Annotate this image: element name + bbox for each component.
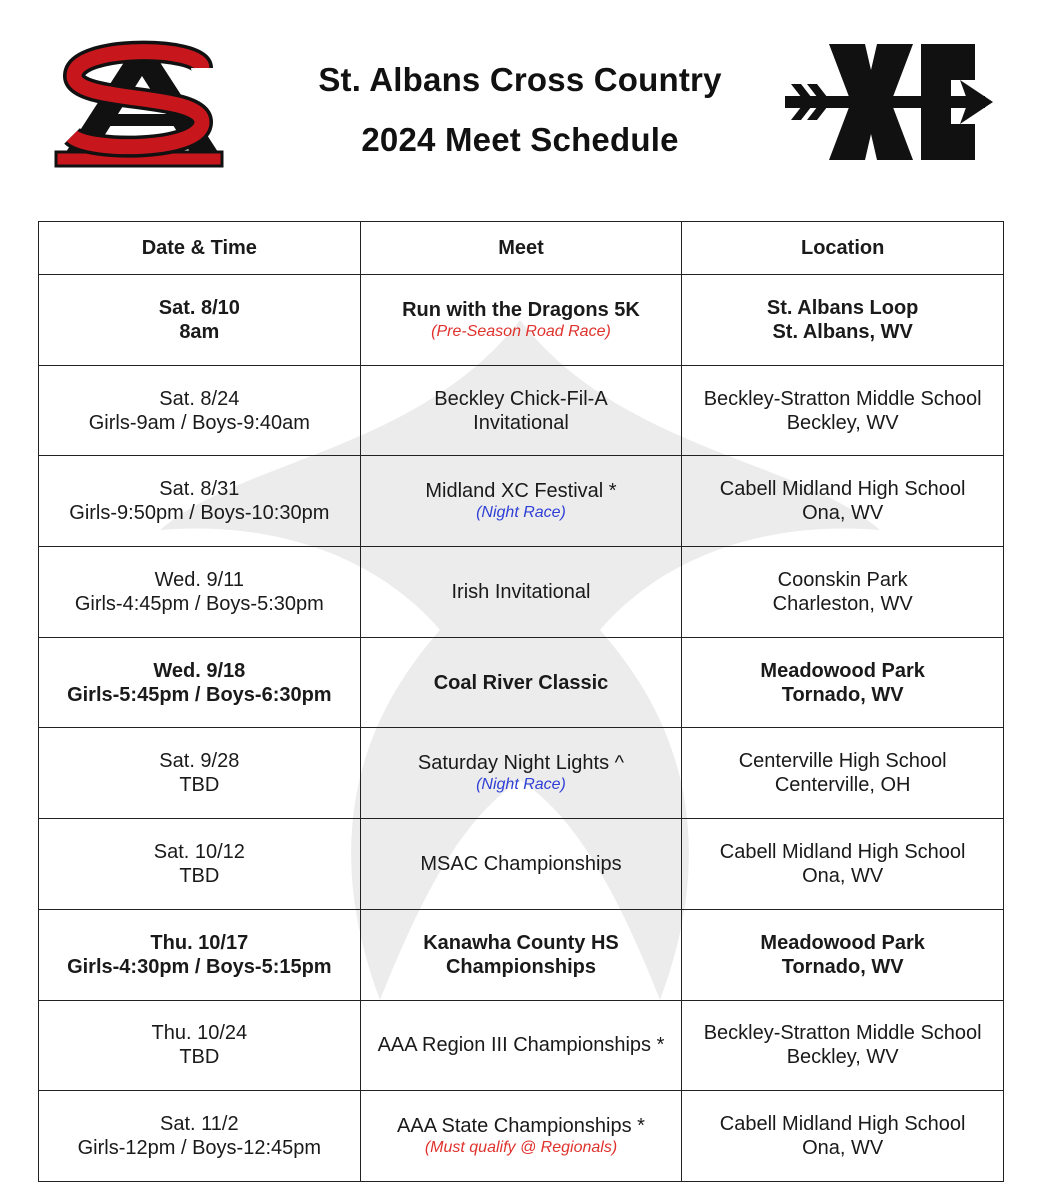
page-title: St. Albans Cross Country (318, 61, 722, 98)
location-city: Centerville, OH (774, 774, 911, 797)
table-header-row (39, 222, 1004, 275)
meet-cell (360, 547, 682, 638)
meet-note: (Pre-Season Road Race) (431, 322, 611, 340)
table-row (39, 909, 1004, 1000)
table-row (39, 365, 1004, 456)
location-city: Ona, WV (802, 502, 884, 525)
location-city: Beckley, WV (786, 411, 899, 434)
meet-cell (360, 637, 682, 728)
meet-date: Sat. 8/10 (158, 296, 240, 319)
meet-note: (Must qualify @ Regionals) (424, 1139, 618, 1157)
location-venue: Centerville High School (738, 750, 947, 773)
meet-schedule-table (38, 221, 1004, 1182)
meet-name: Midland XC Festival * (425, 480, 617, 503)
location-venue: Coonskin Park (777, 568, 908, 591)
meet-time: 8am (179, 320, 220, 343)
page-header (0, 0, 1042, 200)
meet-cell (360, 365, 682, 456)
date-time-cell (39, 365, 361, 456)
table-row (39, 1000, 1004, 1091)
table-row (39, 456, 1004, 547)
meet-name: Saturday Night Lights ^ (417, 752, 625, 775)
date-time-cell (39, 456, 361, 547)
xc-arrow-logo (785, 40, 995, 165)
location-cell (682, 637, 1004, 728)
meet-time: Girls-5:45pm / Boys-6:30pm (67, 683, 332, 706)
meet-date: Wed. 9/11 (154, 568, 244, 591)
location-venue: Beckley-Stratton Middle School (703, 387, 982, 410)
meet-time: Girls-12pm / Boys-12:45pm (77, 1137, 322, 1160)
meet-name-line2: Championships (445, 955, 596, 978)
location-cell (682, 275, 1004, 366)
table-row (39, 547, 1004, 638)
meet-time: Girls-9:50pm / Boys-10:30pm (69, 502, 330, 525)
meet-cell (360, 1000, 682, 1091)
table-row (39, 819, 1004, 910)
sa-monogram-logo (52, 40, 227, 175)
column-header-date-time: Date & Time (39, 222, 361, 275)
location-cell (682, 365, 1004, 456)
location-venue: Meadowood Park (760, 659, 925, 682)
meet-name: Coal River Classic (433, 671, 609, 694)
location-city: Ona, WV (802, 1137, 884, 1160)
meet-date: Sat. 11/2 (160, 1113, 239, 1136)
meet-name: AAA State Championships * (397, 1115, 645, 1138)
table-row (39, 637, 1004, 728)
meet-cell (360, 275, 682, 366)
meet-date: Thu. 10/17 (150, 931, 249, 954)
location-city: Ona, WV (802, 864, 884, 887)
location-venue: Cabell Midland High School (719, 840, 966, 863)
date-time-cell (39, 728, 361, 819)
location-cell (682, 547, 1004, 638)
location-city: St. Albans, WV (772, 320, 913, 343)
location-city: Tornado, WV (781, 955, 904, 978)
meet-time: TBD (179, 864, 220, 887)
title-block (270, 50, 770, 170)
location-city: Charleston, WV (772, 592, 913, 615)
location-venue: Meadowood Park (760, 931, 925, 954)
meet-note: (Night Race) (476, 504, 566, 522)
meet-name-line2: Invitational (473, 411, 569, 434)
date-time-cell (39, 1091, 361, 1182)
meet-time: TBD (179, 774, 220, 797)
date-time-cell (39, 909, 361, 1000)
meet-name: MSAC Championships (420, 852, 622, 875)
date-time-cell (39, 637, 361, 728)
location-venue: Cabell Midland High School (719, 478, 966, 501)
meet-date: Sat. 8/24 (159, 387, 240, 410)
meet-cell (360, 819, 682, 910)
meet-time: Girls-9am / Boys-9:40am (88, 411, 310, 434)
location-cell (682, 728, 1004, 819)
page-subtitle: 2024 Meet Schedule (361, 121, 679, 158)
location-venue: Cabell Midland High School (719, 1113, 966, 1136)
meet-name: Beckley Chick-Fil-A (434, 387, 608, 410)
date-time-cell (39, 1000, 361, 1091)
meet-date: Sat. 8/31 (159, 478, 240, 501)
table-row (39, 728, 1004, 819)
meet-time: Girls-4:45pm / Boys-5:30pm (74, 592, 324, 615)
date-time-cell (39, 275, 361, 366)
location-cell (682, 1000, 1004, 1091)
location-city: Tornado, WV (781, 683, 904, 706)
meet-name: Run with the Dragons 5K (402, 298, 640, 321)
meet-date: Wed. 9/18 (153, 659, 246, 682)
meet-name: Irish Invitational (451, 580, 591, 603)
location-venue: St. Albans Loop (766, 296, 919, 319)
table-row (39, 1091, 1004, 1182)
location-cell (682, 819, 1004, 910)
location-city: Beckley, WV (786, 1046, 899, 1069)
meet-cell (360, 456, 682, 547)
table-row (39, 275, 1004, 366)
meet-cell (360, 728, 682, 819)
date-time-cell (39, 547, 361, 638)
meet-time: TBD (179, 1046, 220, 1069)
meet-date: Sat. 9/28 (159, 750, 240, 773)
meet-time: Girls-4:30pm / Boys-5:15pm (67, 955, 332, 978)
meet-note: (Night Race) (476, 776, 566, 794)
meet-name: AAA Region III Championships * (377, 1034, 665, 1057)
location-cell (682, 909, 1004, 1000)
location-cell (682, 1091, 1004, 1182)
meet-date: Thu. 10/24 (151, 1022, 248, 1045)
location-venue: Beckley-Stratton Middle School (703, 1022, 982, 1045)
column-header-meet: Meet (360, 222, 682, 275)
column-header-location: Location (682, 222, 1004, 275)
meet-date: Sat. 10/12 (153, 840, 245, 863)
meet-cell (360, 1091, 682, 1182)
meet-name: Kanawha County HS (423, 931, 619, 954)
meet-cell (360, 909, 682, 1000)
date-time-cell (39, 819, 361, 910)
location-cell (682, 456, 1004, 547)
